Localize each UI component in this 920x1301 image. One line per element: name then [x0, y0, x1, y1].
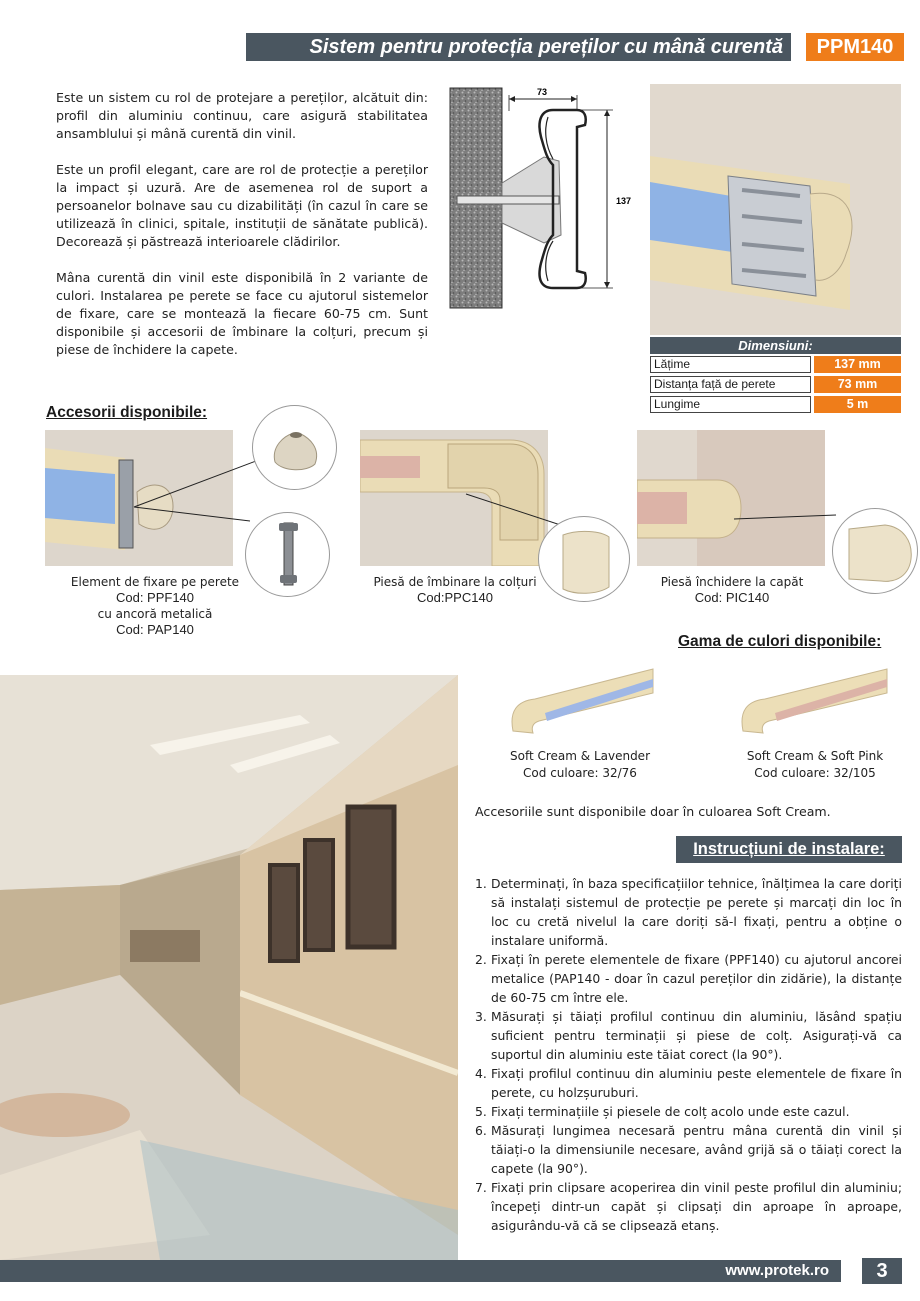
accessory-code: Cod: PPF140	[115, 590, 195, 605]
intro-paragraph-1: Este un sistem cu rol de protejare a pereților, alcătuit din: profil din aluminiu continuu, care asigură stabilitatea ansamblului și mână curentă din vinil.	[56, 90, 428, 141]
step-number: 3.	[475, 1009, 487, 1024]
step-text: Fixați terminațiile și piesele de colț acolo unde este cazul.	[491, 1104, 850, 1119]
instruction-step	[475, 950, 902, 1007]
color-name: Soft Cream & Soft Pink	[746, 749, 884, 763]
page-number: 3	[862, 1258, 902, 1284]
step-text: Fixați prin clipsare acoperirea din vinil peste profilul din aluminiu; începeți dintr-un capăt și clipsați din aproape în aproape, asigurându-vă că se clipsează etanș.	[491, 1180, 902, 1233]
instruction-step	[475, 1178, 902, 1235]
callout-line	[730, 505, 840, 535]
intro-paragraph-3: Mâna curentă din vinil este disponibilă în 2 variante de culori. Instalarea pe perete se face cu ajutorul sistemelor de fixare, care se montează la fiecare 60-75 cm. Sunt disponibile și accesorii de îmbinare la colțuri, precum și piese de închidere la capete.	[56, 270, 428, 357]
fixing-element-detail	[252, 405, 337, 490]
step-number: 2.	[475, 952, 487, 967]
dimension-height-label: 137	[616, 196, 632, 206]
step-text: Măsurați lungimea necesară pentru mâna curentă din vinil și tăiați-o la dimensiunile necesare, având grijă să o tăiați corect la capete (la 90°).	[491, 1123, 902, 1176]
step-text: Determinați, în baza specificațiilor tehnice, înălțimea la care doriți să instalați sistemul de protecție pe perete și marcați din loc în loc cu cretă nivelul la care doriți să-l fixați, pentru a obține o instalare uniformă.	[491, 876, 902, 948]
dimension-value: 137 mm	[814, 356, 901, 373]
anchor-bolt	[457, 196, 559, 204]
accessory-code: Cod: PIC140	[694, 590, 770, 605]
instruction-step	[475, 1121, 902, 1178]
end-cap-detail	[832, 508, 918, 594]
step-number: 7.	[475, 1180, 487, 1195]
dimension-value: 73 mm	[814, 376, 901, 393]
dimension-row	[650, 376, 901, 393]
color-name: Soft Cream & Lavender	[509, 749, 650, 763]
dimension-label: Distanța față de perete	[650, 376, 811, 393]
dimension-value: 5 m	[814, 396, 901, 413]
color-code: Cod culoare: 32/105	[754, 766, 876, 780]
step-text: Măsurați și tăiați profilul continuu din aluminiu, lăsând spațiu suficient pentru terminații și piese de colț. Asigurați-vă ca suportul din aluminiu este tăiat corect (la 90°).	[491, 1009, 902, 1062]
instruction-step	[475, 1007, 902, 1064]
technical-drawing	[449, 85, 641, 310]
color-swatch-lavender	[505, 663, 655, 738]
accessories-color-note: Accesoriile sunt disponibile doar în culoarea Soft Cream.	[475, 804, 831, 819]
intro-paragraph-2: Este un profil elegant, care are rol de protecție a pereților la impact și uzură. Are de asemenea rol de suport a persoanelor bolnave sau cu dizabilități (în cazul în care se utilizează în clinici, spitale, instituții de sănătate publică). Decorează și păstrează interioarele clădirilor.	[56, 162, 428, 249]
footer-website[interactable]: www.protek.ro	[0, 1260, 841, 1282]
accessory-caption	[355, 574, 555, 606]
color-swatch-pink	[735, 663, 890, 738]
dimension-row	[650, 396, 901, 413]
dimension-width-label: 73	[536, 87, 548, 97]
step-text: Fixați profilul continuu din aluminiu peste elementele de fixare în perete, cu holzșuruburi.	[491, 1066, 902, 1100]
dimensions-title: Dimensiuni:	[650, 337, 901, 354]
step-number: 1.	[475, 876, 487, 891]
instruction-step	[475, 1064, 902, 1102]
instructions-list	[475, 874, 902, 1235]
step-number: 4.	[475, 1066, 487, 1081]
dimension-label: Lungime	[650, 396, 811, 413]
step-number: 5.	[475, 1104, 487, 1119]
accessory-name: Piesă de îmbinare la colțuri	[373, 575, 537, 589]
instructions-title-text: Instrucțiuni de instalare:	[693, 840, 885, 858]
intro-text	[56, 89, 428, 377]
callout-lines	[130, 455, 260, 525]
hospital-corridor-photo	[0, 675, 458, 1260]
instructions-title	[676, 836, 902, 863]
step-text: Fixați în perete elementele de fixare (PPF140) cu ajutorul ancorei metalice (PAP140 - doar în cazul pereților din zidărie), la distanțe de 60-75 cm între ele.	[491, 952, 902, 1005]
color-caption	[490, 748, 670, 782]
page-title: Sistem pentru protecția pereților cu mână curentă	[246, 33, 791, 61]
product-code-badge: PPM140	[806, 33, 904, 61]
instruction-step	[475, 874, 902, 950]
accessory-code: Cod:PPC140	[417, 590, 493, 605]
end-cap-photo	[637, 430, 825, 566]
color-caption	[725, 748, 905, 782]
step-number: 6.	[475, 1123, 487, 1138]
accessory-name: Piesă închidere la capăt	[660, 575, 804, 589]
accessory-extra-name: cu ancoră metalică	[97, 607, 213, 621]
accessories-title: Accesorii disponibile:	[46, 404, 208, 421]
product-photo	[650, 84, 901, 335]
accessory-caption	[45, 574, 265, 638]
accessory-name: Element de fixare pe perete	[70, 575, 240, 589]
color-code: Cod culoare: 32/76	[523, 766, 637, 780]
dimension-label: Lățime	[650, 356, 811, 373]
accessory-extra-code: Cod: PAP140	[116, 622, 194, 637]
dimension-row	[650, 356, 901, 373]
colors-title: Gama de culori disponibile:	[678, 633, 882, 650]
instruction-step	[475, 1102, 902, 1121]
accessory-caption	[632, 574, 832, 606]
